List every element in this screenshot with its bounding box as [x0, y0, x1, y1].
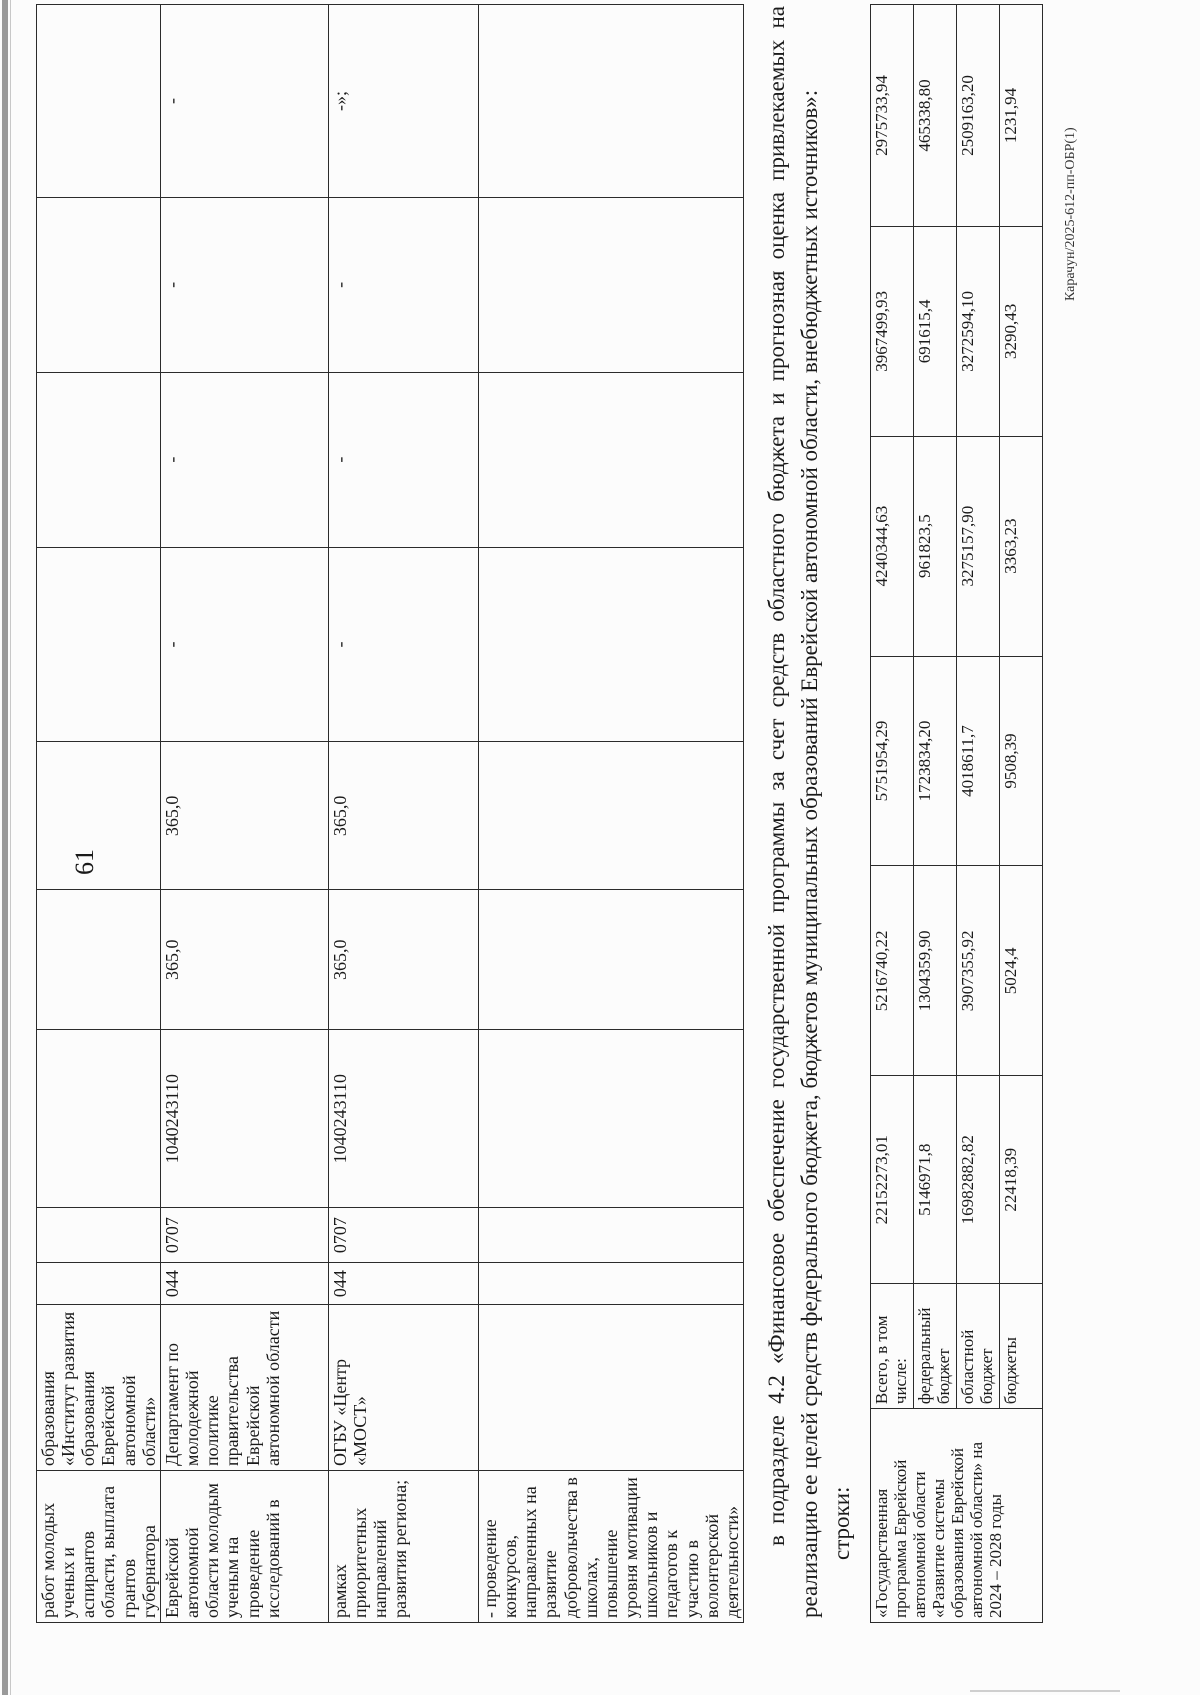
activity-name-cell: Еврейской автономной области молодым ученым на проведение исследований в [160, 1471, 328, 1623]
amount-cell: 3272594,10 [957, 226, 1000, 436]
target-article-cell [478, 1030, 743, 1208]
amount-cell: 691615,4 [914, 226, 957, 436]
financing-table [870, 4, 1043, 1623]
amount-cell: - [328, 197, 478, 372]
amount-cell: 365,0 [160, 742, 328, 890]
amount-cell: - [328, 372, 478, 547]
amount-cell: 365,0 [328, 742, 478, 890]
amount-cell: - [160, 547, 328, 742]
section-code-cell [37, 1208, 161, 1263]
amendment-paragraph: в подразделе 4.2 «Финансовое обеспечение государственной программы за счет средств областного бюджета и прогнозная оценка привлекаемых на реализацию ее целей средств федерального бюджета, бюджетов муниципальных образований Еврейской автономной области, внебюджетных источников»: [764, 6, 822, 1618]
activity-name-cell: работ молодых ученых и аспирантов области, выплата грантов губернатора [37, 1471, 161, 1623]
activity-name-cell: - проведение конкурсов, направленных на развитие добровольчества в школах, повышение уровня мотивации школьников и педагогов к участию в волонтерской деятельности» [478, 1471, 743, 1623]
table-row [871, 5, 914, 1623]
grbs-code-cell: 044 [160, 1263, 328, 1305]
table-row [328, 5, 478, 1623]
amount-cell: 9508,39 [1000, 656, 1043, 866]
table-row [914, 5, 957, 1623]
page-number: 61 [70, 849, 99, 875]
amount-cell: 4240344,63 [871, 436, 914, 656]
amount-cell: 4018611,7 [957, 656, 1000, 866]
amount-cell [37, 372, 161, 547]
grbs-code-cell [37, 1263, 161, 1305]
amount-cell: 5146971,8 [914, 1076, 957, 1284]
document-code: Карачун/2025-612-пп-ОБР(1) [1063, 127, 1078, 301]
grbs-code-cell [478, 1263, 743, 1305]
amount-cell: - [328, 547, 478, 742]
amount-cell: 3290,43 [1000, 226, 1043, 436]
amount-cell: 2975733,94 [871, 5, 914, 227]
amount-cell [37, 547, 161, 742]
executor-cell [478, 1305, 743, 1471]
grbs-code-cell: 044 [328, 1263, 478, 1305]
funding-source-cell: федеральный бюджет [914, 1284, 957, 1409]
amount-cell: - [160, 372, 328, 547]
amount-cell: - [160, 197, 328, 372]
executor-cell: ОГБУ «Центр «МОСТ» [328, 1305, 478, 1471]
amount-cell [478, 890, 743, 1030]
table-row [1000, 5, 1043, 1623]
amount-cell [478, 5, 743, 198]
table-row [160, 5, 328, 1623]
amount-cell: - [160, 5, 328, 198]
amount-cell: 1231,94 [1000, 5, 1043, 227]
executor-cell: образования «Институт развития образования Еврейской автономной области» [37, 1305, 161, 1471]
activities-table [36, 4, 744, 1623]
amount-cell [478, 197, 743, 372]
amount-cell [37, 742, 161, 890]
section-code-cell: 0707 [160, 1208, 328, 1263]
amount-cell [478, 547, 743, 742]
table-row [37, 5, 161, 1623]
amount-cell: 1723834,20 [914, 656, 957, 866]
funding-source-cell: Всего, в том числе: [871, 1284, 914, 1409]
section-code-cell [478, 1208, 743, 1263]
amount-cell: 16982882,82 [957, 1076, 1000, 1284]
amount-cell [37, 890, 161, 1030]
amount-cell [37, 197, 161, 372]
section-code-cell: 0707 [328, 1208, 478, 1263]
table-row [478, 5, 743, 1623]
funding-source-cell: бюджеты [1000, 1284, 1043, 1409]
amount-cell: 3275157,90 [957, 436, 1000, 656]
rows-caption: строки: [829, 1486, 854, 1560]
target-article-cell [37, 1030, 161, 1208]
amount-cell: 961823,5 [914, 436, 957, 656]
amount-cell: 5216740,22 [871, 866, 914, 1076]
amount-cell: 365,0 [160, 890, 328, 1030]
amount-cell: 3967499,93 [871, 226, 914, 436]
amount-cell: 5751954,29 [871, 656, 914, 866]
executor-cell: Департамент по молодежной политике правительства Еврейской автономной области [160, 1305, 328, 1471]
amount-cell: 465338,80 [914, 5, 957, 227]
amount-cell: 5024,4 [1000, 866, 1043, 1076]
funding-source-cell: областной бюджет [957, 1284, 1000, 1409]
target-article-cell: 1040243110 [328, 1030, 478, 1208]
amount-cell: 3907355,92 [957, 866, 1000, 1076]
amount-cell: 3363,23 [1000, 436, 1043, 656]
activity-name-cell: рамках приоритетных направлений развития региона; [328, 1471, 478, 1623]
table-row [957, 5, 1000, 1623]
amount-cell: 22418,39 [1000, 1076, 1043, 1284]
program-name-cell: «Государственная программа Еврейской автономной области «Развитие системы образования Еврейской автономной области» на 2024 – 2028 годы [871, 1409, 1043, 1623]
amount-cell: 2509163,20 [957, 5, 1000, 227]
amount-cell: 365,0 [328, 890, 478, 1030]
amount-cell [478, 742, 743, 890]
amount-cell: -»; [328, 5, 478, 198]
amount-cell [37, 5, 161, 198]
amount-cell [478, 372, 743, 547]
amount-cell: 22152273,01 [871, 1076, 914, 1284]
amount-cell: 1304359,90 [914, 866, 957, 1076]
target-article-cell: 1040243110 [160, 1030, 328, 1208]
